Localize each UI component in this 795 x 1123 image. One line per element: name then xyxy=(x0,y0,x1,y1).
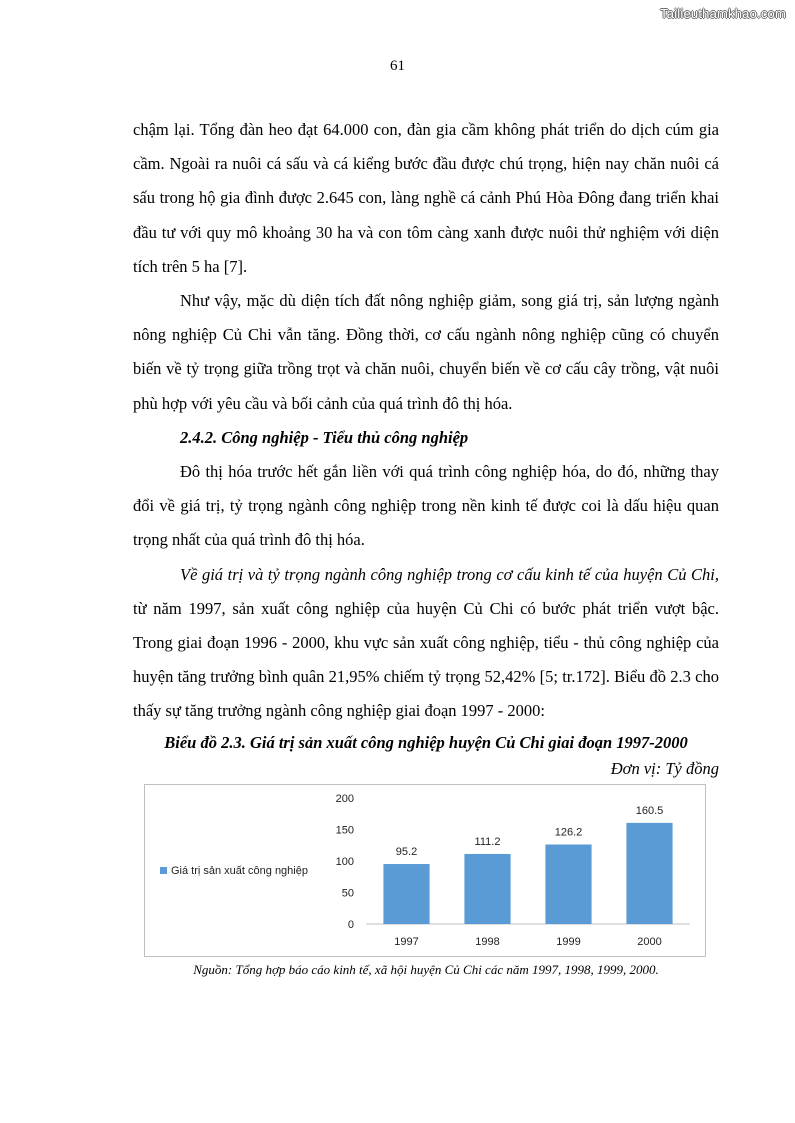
data-label: 160.5 xyxy=(635,804,664,817)
bar xyxy=(464,854,510,924)
section-heading: 2.4.2. Công nghiệp - Tiểu thủ công nghiệp xyxy=(180,427,469,447)
bar xyxy=(626,823,672,924)
y-tick-label: 0 xyxy=(347,919,354,931)
legend-label: Giá trị sản xuất công nghiệp xyxy=(171,865,308,877)
y-tick-label: 150 xyxy=(335,824,354,837)
chart-source: Nguồn: Tổng hợp báo cáo kinh tế, xã hội huyện Củ Chi các năm 1997, 1998, 1999, 2000. xyxy=(193,962,659,977)
chart-container xyxy=(144,784,706,957)
bar xyxy=(383,864,429,924)
x-tick-label: 1999 xyxy=(556,936,581,948)
paragraph-1: chậm lại. Tổng đàn heo đạt 64.000 con, đàn gia cầm không phát triển do dịch cúm gia cầm. Ngoài ra nuôi cá sấu và cá kiểng bước đầu được chú trọng, hiện nay chăn nuôi cá sấu trong hộ gia đình được 2.645 con, làng nghề cá cảnh Phú Hòa Đông đang triển khai đầu tư với quy mô khoảng 30 ha và con tôm càng xanh được nuôi thử nghiệm với diện tích trên 5 ha [7]. xyxy=(133,120,719,276)
data-label: 126.2 xyxy=(554,826,583,839)
y-tick-label: 50 xyxy=(341,887,354,900)
chart-unit: Đơn vị: Tỷ đồng xyxy=(610,759,719,778)
data-label: 95.2 xyxy=(395,846,418,859)
x-tick-label: 2000 xyxy=(637,936,662,948)
watermark: Tailieuthamkhao.com xyxy=(660,6,786,21)
paragraph-4-rest: từ năm 1997, sản xuất công nghiệp của huyện Củ Chi có bước phát triển vượt bậc. Trong giai đoạn 1996 - 2000, khu vực sản xuất công nghiệp, tiểu - thủ công nghiệp của huyện tăng trưởng bình quân 21,95% chiếm tỷ trọng 52,42% [5; tr.172]. Biểu đồ 2.3 cho thấy sự tăng trưởng ngành công nghiệp giai đoạn 1997 - 2000: xyxy=(133,598,719,721)
paragraph-3: Đô thị hóa trước hết gắn liền với quá trình công nghiệp hóa, do đó, những thay đổi về giá trị, tỷ trọng ngành công nghiệp trong nền kinh tế được coi là dấu hiệu quan trọng nhất của quá trình đô thị hóa. xyxy=(133,462,719,550)
x-tick-label: 1997 xyxy=(394,936,419,948)
y-tick-label: 200 xyxy=(335,793,354,805)
paragraph-4 xyxy=(133,558,719,729)
legend-swatch xyxy=(160,867,167,874)
x-tick-label: 1998 xyxy=(475,936,500,948)
page-number: 61 xyxy=(390,58,405,74)
y-tick-label: 100 xyxy=(335,856,354,868)
bar xyxy=(545,844,591,924)
chart-title: Biểu đồ 2.3. Giá trị sản xuất công nghiệp huyện Củ Chi giai đoạn 1997-2000 xyxy=(164,733,688,752)
data-label: 111.2 xyxy=(474,835,501,848)
paragraph-4-italic: Về giá trị và tỷ trọng ngành công nghiệp trong cơ cấu kinh tế của huyện Củ Chi, xyxy=(180,564,719,584)
body-text xyxy=(133,113,719,729)
paragraph-2: Như vậy, mặc dù diện tích đất nông nghiệp giảm, song giá trị, sản lượng ngành nông nghiệp Củ Chi vẫn tăng. Đồng thời, cơ cấu ngành nông nghiệp cũng có chuyển biến về tỷ trọng giữa trồng trọt và chăn nuôi, chuyển biến về cơ cấu cây trồng, vật nuôi phù hợp với yêu cầu và bối cảnh của quá trình đô thị hóa. xyxy=(133,291,719,413)
bar-chart xyxy=(145,785,705,956)
